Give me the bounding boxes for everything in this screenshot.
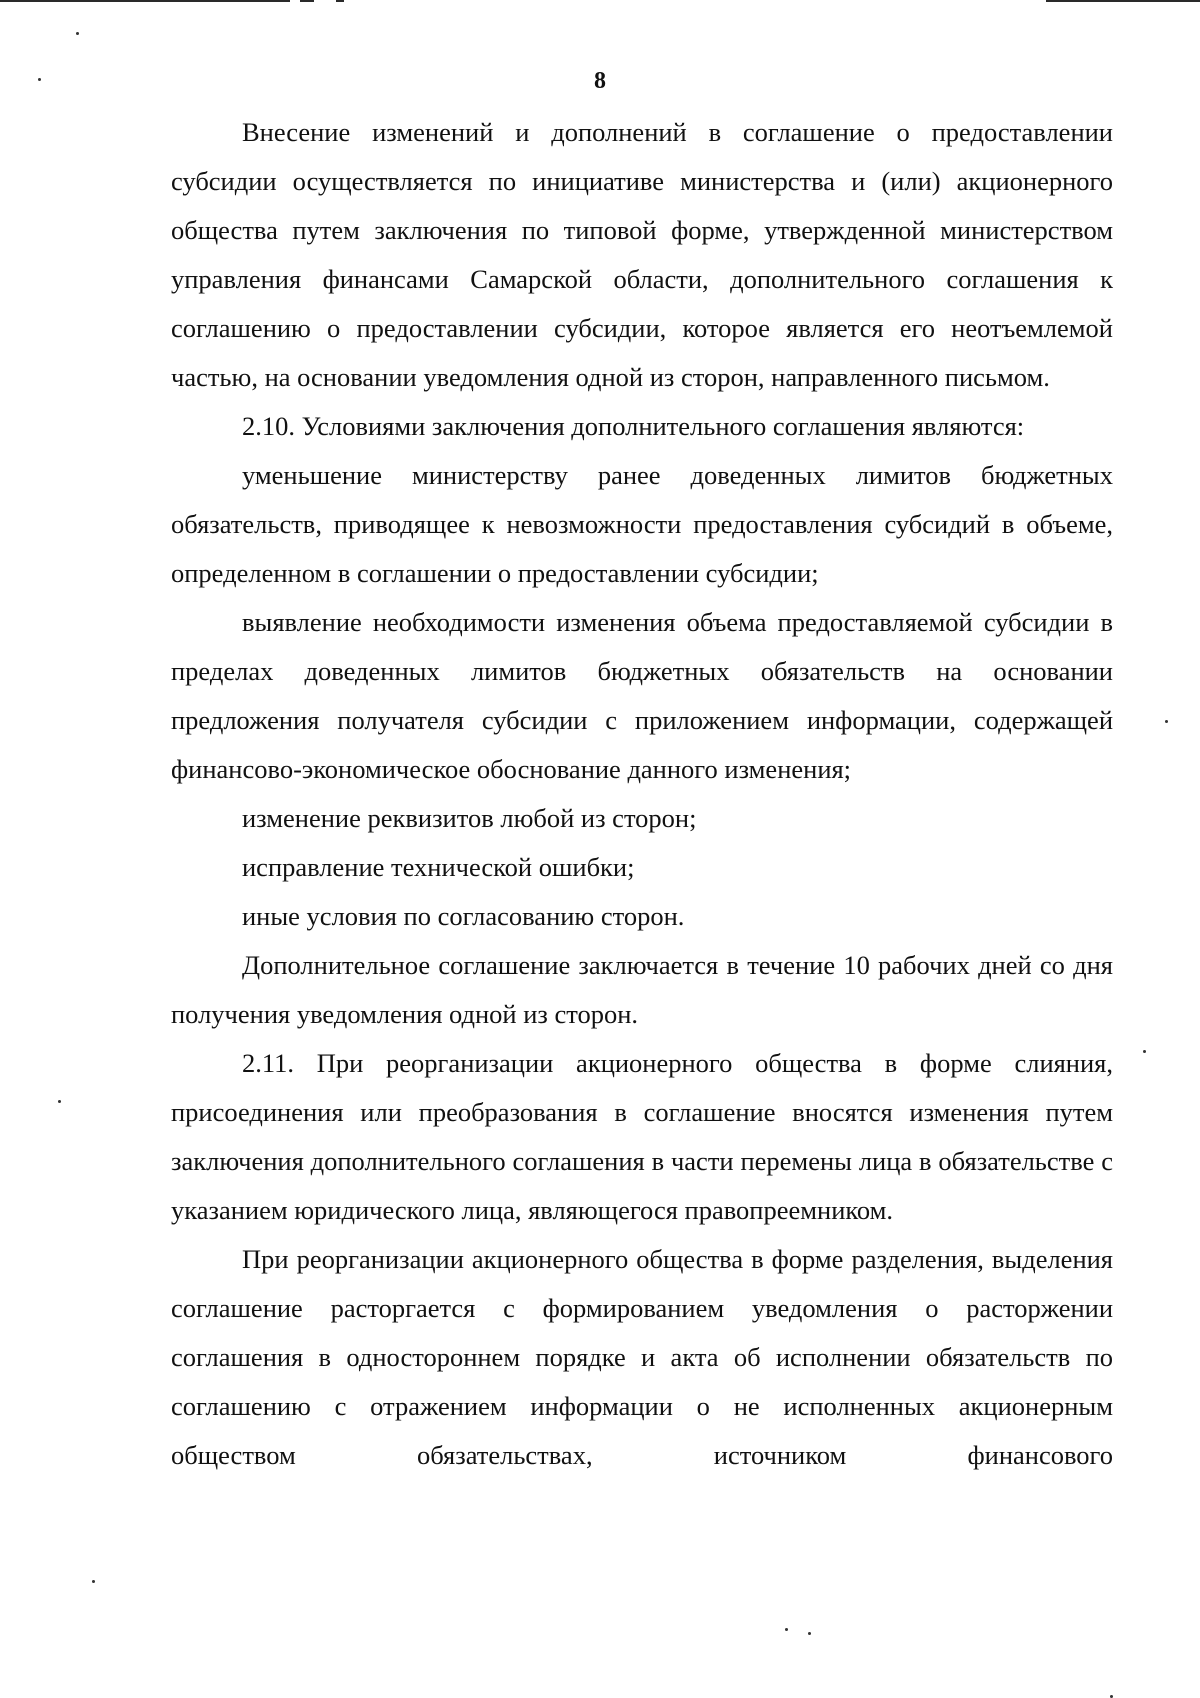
scan-speck <box>785 1628 788 1631</box>
paragraph-limit-reduction: уменьшение министерству ранее доведенных лимитов бюджетных обязательств, приводящее к невозможности предоставления субсидий в объеме, определенном в соглашении о предоставлении субсидии; <box>171 460 1113 588</box>
scan-speck <box>1143 1050 1146 1053</box>
scan-speck <box>58 1100 61 1103</box>
document-body <box>171 108 1113 1480</box>
paragraph-other-conditions: иные условия по согласованию сторон. <box>242 901 685 931</box>
paragraph-amendment-procedure: Внесение изменений и дополнений в соглашение о предоставлении субсидии осуществляется по инициативе министерства и (или) акционерного общества путем заключения по типовой форме, утвержденной министерством управления финансами Самарской области, дополнительного соглашения к соглашению о предоставлении субсидии, которое является его неотъемлемой частью, на основании уведомления одной из сторон, направленного письмом. <box>171 117 1113 392</box>
top-scan-border <box>0 0 1200 3</box>
paragraph-section-2-11: 2.11. При реорганизации акционерного общества в форме слияния, присоединения или преобразования в соглашение вносятся изменения путем заключения дополнительного соглашения в части перемены лица в обязательстве с указанием юридического лица, являющегося правопреемником. <box>171 1048 1113 1225</box>
scan-speck <box>808 1632 811 1635</box>
page-number-text: 8 <box>594 68 606 94</box>
scan-speck <box>38 78 41 81</box>
scan-speck <box>1165 720 1168 723</box>
paragraph-reorganization-division: При реорганизации акционерного общества в форме разделения, выделения соглашение расторгается с формированием уведомления о расторжении соглашения в одностороннем порядке и акта об исполнении обязательств по соглашению с отражением информации о не исполненных акционерным обществом обязательствах, источником финансового <box>171 1244 1113 1470</box>
scan-speck <box>76 32 79 35</box>
paragraph-requisites-change: изменение реквизитов любой из сторон; <box>242 803 697 833</box>
paragraph-section-2-10: 2.10. Условиями заключения дополнительного соглашения являются: <box>242 411 1025 441</box>
page-number <box>0 66 1200 96</box>
paragraph-additional-agreement-term: Дополнительное соглашение заключается в течение 10 рабочих дней со дня получения уведомления одной из сторон. <box>171 950 1113 1029</box>
paragraph-volume-change: выявление необходимости изменения объема предоставляемой субсидии в пределах доведенных лимитов бюджетных обязательств на основании предложения получателя субсидии с приложением информации, содержащей финансово-экономическое обоснование данного изменения; <box>171 607 1113 784</box>
scan-speck <box>92 1580 95 1583</box>
paragraph-technical-error: исправление технической ошибки; <box>242 852 635 882</box>
